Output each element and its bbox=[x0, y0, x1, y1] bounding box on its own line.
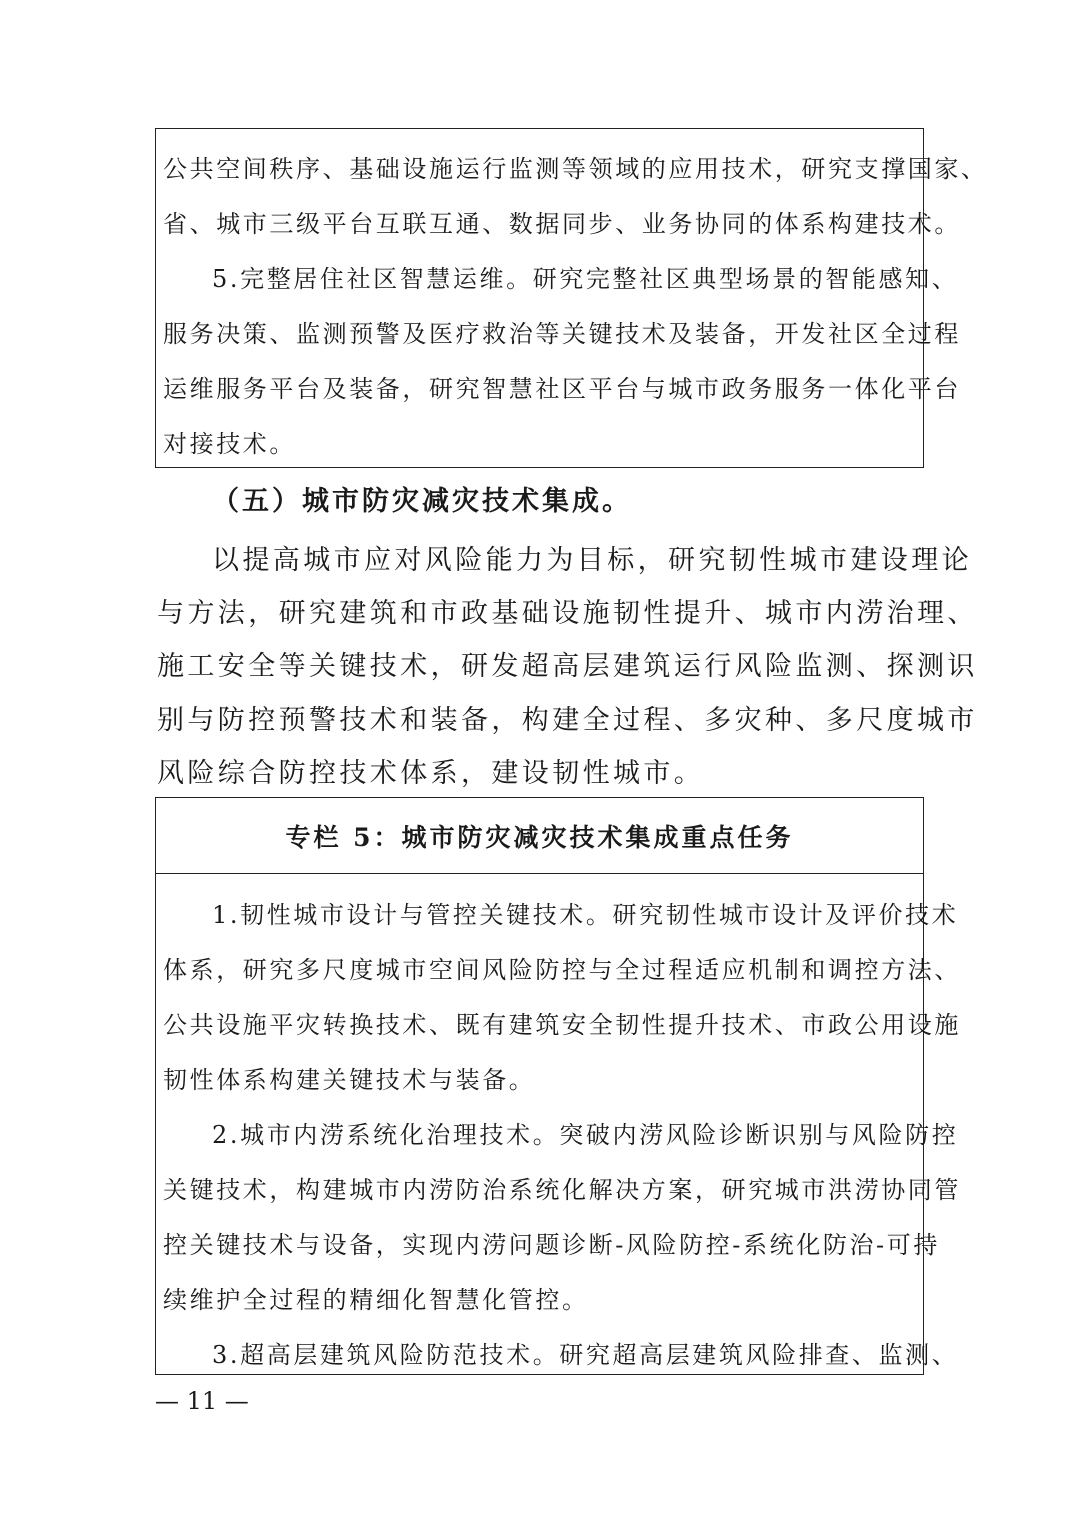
box2-line-4: 韧性体系构建关键技术与装备。 bbox=[163, 1066, 536, 1094]
box2-line-2: 体系，研究多尺度城市空间风险防控与全过程适应机制和调控方法、 bbox=[163, 956, 961, 984]
column-box-heading: 专栏 5：城市防灾减灾技术集成重点任务 bbox=[156, 798, 923, 874]
box2-line-8: 续维护全过程的精细化智慧化管控。 bbox=[163, 1286, 589, 1314]
box2-line-3: 公共设施平灾转换技术、既有建筑安全韧性提升技术、市政公用设施 bbox=[163, 1011, 961, 1039]
section-line-2: 与方法，研究建筑和市政基础设施韧性提升、城市内涝治理、 bbox=[157, 598, 978, 629]
box2-line-9: 3.超高层建筑风险防范技术。研究超高层建筑风险排查、监测、 bbox=[212, 1341, 959, 1369]
box1-line-2: 省、城市三级平台互联互通、数据同步、业务协同的体系构建技术。 bbox=[163, 210, 961, 238]
box1-line-4: 服务决策、监测预警及医疗救治等关键技术及装备，开发社区全过程 bbox=[163, 320, 961, 348]
section-heading: （五）城市防灾减灾技术集成。 bbox=[212, 486, 632, 517]
page-number: — 11 — bbox=[155, 1387, 249, 1415]
box2-line-6: 关键技术，构建城市内涝防治系统化解决方案，研究城市洪涝协同管 bbox=[163, 1176, 961, 1204]
box2-line-1: 1.韧性城市设计与管控关键技术。研究韧性城市设计及评价技术 bbox=[212, 901, 959, 929]
box1-line-1: 公共空间秩序、基础设施运行监测等领域的应用技术，研究支撑国家、 bbox=[163, 155, 988, 183]
section-line-4: 别与防控预警技术和装备，构建全过程、多灾种、多尺度城市 bbox=[157, 705, 978, 736]
box2-line-5: 2.城市内涝系统化治理技术。突破内涝风险诊断识别与风险防控 bbox=[212, 1121, 959, 1149]
box1-line-6: 对接技术。 bbox=[163, 430, 296, 458]
box2-line-7: 控关键技术与设备，实现内涝问题诊断-风险防控-系统化防治-可持 bbox=[163, 1231, 940, 1259]
section-line-1: 以提高城市应对风险能力为目标，研究韧性城市建设理论 bbox=[212, 545, 972, 576]
section-line-5: 风险综合防控技术体系，建设韧性城市。 bbox=[157, 758, 705, 789]
box1-line-5: 运维服务平台及装备，研究智慧社区平台与城市政务服务一体化平台 bbox=[163, 375, 961, 403]
box1-line-3: 5.完整居住社区智慧运维。研究完整社区典型场景的智能感知、 bbox=[212, 265, 959, 293]
section-line-3: 施工安全等关键技术，研发超高层建筑运行风险监测、探测识 bbox=[157, 651, 978, 682]
